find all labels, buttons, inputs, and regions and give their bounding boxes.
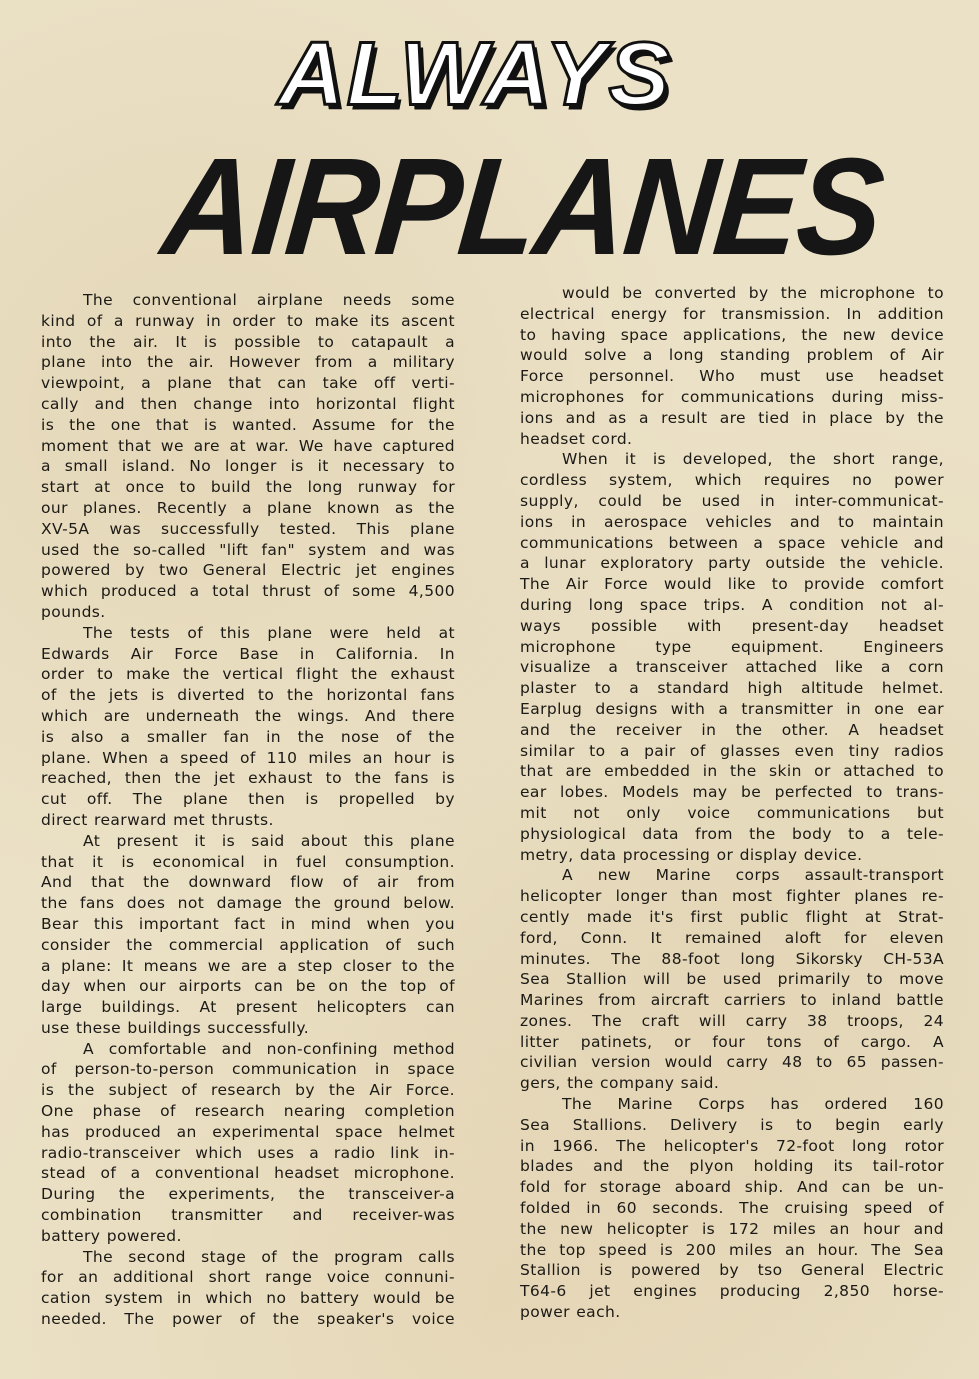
text-line: plaster to a standard high altitude helmet. bbox=[520, 679, 944, 698]
text-line: ways possible with present-day headset bbox=[520, 616, 944, 635]
text-line: plane. When a speed of 110 miles an hour is bbox=[41, 748, 455, 767]
text-line: Stallion is powered by tso General Electric bbox=[520, 1261, 944, 1280]
text-line: ions in aerospace vehicles and to maintain bbox=[520, 512, 944, 531]
text-line: One phase of research nearing completion bbox=[41, 1102, 455, 1121]
paragraph bbox=[41, 1247, 455, 1330]
text-line: is also a smaller fan in the nose of the bbox=[41, 727, 455, 746]
text-line: ear lobes. Models may be perfected to trans- bbox=[520, 783, 944, 802]
right-column bbox=[520, 283, 944, 1323]
text-line: ions and as a result are tied in place by the bbox=[520, 408, 944, 427]
left-column bbox=[41, 290, 455, 1330]
text-line: XV-5A was successfully tested. This plane bbox=[41, 519, 455, 538]
text-line: fold for storage aboard ship. And can be un- bbox=[520, 1178, 944, 1197]
text-line: headset cord. bbox=[520, 429, 633, 448]
text-line: of person-to-person communication in space bbox=[41, 1060, 455, 1079]
text-line: Force personnel. Who must use headset bbox=[520, 367, 944, 386]
text-line: Bear this important fact in mind when you bbox=[41, 914, 455, 933]
text-line: stead of a conventional headset microphone. bbox=[41, 1164, 455, 1183]
text-line: pounds. bbox=[41, 602, 106, 621]
paragraph bbox=[520, 449, 944, 865]
text-line: power each. bbox=[520, 1303, 621, 1322]
text-line: reached, then the jet exhaust to the fans is bbox=[41, 769, 455, 788]
text-line: combination transmitter and receiver-was bbox=[41, 1206, 455, 1225]
text-line: is the subject of research by the Air Force. bbox=[41, 1081, 455, 1100]
text-line: our planes. Recently a plane known as the bbox=[41, 498, 455, 517]
paragraph bbox=[41, 831, 455, 1039]
text-line: is the one that is wanted. Assume for the bbox=[41, 415, 455, 434]
text-line: battery powered. bbox=[41, 1226, 182, 1245]
text-line: Sea Stallions. Delivery is to begin early bbox=[520, 1115, 944, 1134]
text-line: day when our airports can be on the top of bbox=[41, 977, 455, 996]
paragraph bbox=[520, 283, 944, 449]
text-line: to having space applications, the new device bbox=[520, 325, 944, 344]
text-line: moment that we are at war. We have captured bbox=[41, 436, 455, 455]
text-line: Marines from aircraft carriers to inland battle bbox=[520, 991, 944, 1010]
text-line: microphone type equipment. Engineers bbox=[520, 637, 944, 656]
text-line: start at once to build the long runway for bbox=[41, 478, 455, 497]
text-line: Sea Stallion will be used primarily to move bbox=[520, 970, 944, 989]
title-airplanes: AIRPLANES bbox=[156, 130, 889, 284]
text-line: litter patinets, or four tons of cargo. A bbox=[520, 1032, 944, 1051]
text-line: needed. The power of the speaker's voice bbox=[41, 1310, 455, 1329]
text-line: the top speed is 200 miles an hour. The Sea bbox=[520, 1240, 944, 1259]
paragraph bbox=[41, 290, 455, 623]
text-line: has produced an experimental space helmet bbox=[41, 1122, 455, 1141]
text-line: civilian version would carry 48 to 65 passen- bbox=[520, 1053, 944, 1072]
text-line: powered by two General Electric jet engines bbox=[41, 561, 455, 580]
text-line: zones. The craft will carry 38 troops, 24 bbox=[520, 1011, 944, 1030]
text-line: that are embedded in the skin or attached to bbox=[520, 762, 944, 781]
text-line: similar to a pair of glasses even tiny radios bbox=[520, 741, 944, 760]
paragraph bbox=[41, 1039, 455, 1247]
text-line: would solve a long standing problem of Air bbox=[520, 346, 944, 365]
text-line: during long space trips. A condition not al- bbox=[520, 595, 944, 614]
text-line: large buildings. At present helicopters can bbox=[41, 998, 455, 1017]
text-line: cently made it's first public flight at Strat- bbox=[520, 907, 944, 926]
text-line: minutes. The 88-foot long Sikorsky CH-53A bbox=[520, 949, 944, 968]
text-line: cation system in which no battery would be bbox=[41, 1289, 455, 1308]
text-line: The conventional airplane needs some bbox=[83, 291, 455, 309]
text-line: a small island. No longer is it necessary to bbox=[41, 457, 455, 476]
text-line: kind of a runway in order to make its ascent bbox=[41, 311, 455, 330]
text-line: A comfortable and non-confining method bbox=[83, 1039, 455, 1058]
text-line: order to make the vertical flight the exhaust bbox=[41, 665, 455, 684]
text-line: Earplug designs with a transmitter in one ear bbox=[520, 699, 944, 718]
text-line: plane into the air. However from a military bbox=[41, 353, 455, 372]
text-line: The Marine Corps has ordered 160 bbox=[562, 1095, 944, 1114]
text-line: a plane: It means we are a step closer to the bbox=[41, 956, 455, 975]
text-line: viewpoint, a plane that can take off verti- bbox=[41, 374, 455, 393]
paragraph bbox=[520, 865, 944, 1094]
text-line: physiological data from the body to a tele- bbox=[520, 824, 944, 843]
text-line: helicopter longer than most fighter planes re- bbox=[520, 887, 944, 906]
text-line: metry, data processing or display device. bbox=[520, 845, 863, 864]
text-line: for an additional short range voice connuni- bbox=[41, 1268, 455, 1287]
text-line: which produced a total thrust of some 4,500 bbox=[41, 582, 455, 601]
text-line: ford, Conn. It remained aloft for eleven bbox=[520, 928, 944, 947]
text-line: used the so-called "lift fan" system and was bbox=[41, 540, 455, 559]
text-line: direct rearward met thrusts. bbox=[41, 810, 274, 829]
text-line: A new Marine corps assault-transport bbox=[562, 866, 944, 885]
text-line: radio-transceiver which uses a radio link in- bbox=[41, 1143, 455, 1162]
text-line: microphones for communications during miss- bbox=[520, 387, 944, 406]
text-line: would be converted by the microphone to bbox=[562, 284, 944, 302]
text-line: the fans does not damage the ground below. bbox=[41, 894, 455, 913]
text-line: cut off. The plane then is propelled by bbox=[41, 790, 455, 809]
text-line: During the experiments, the transceiver-a bbox=[41, 1185, 455, 1204]
text-line: folded in 60 seconds. The cruising speed of bbox=[520, 1199, 944, 1218]
text-line: of the jets is diverted to the horizontal fans bbox=[41, 686, 455, 705]
text-line: cally and then change into horizontal flight bbox=[41, 394, 455, 413]
title-always: ALWAYS bbox=[278, 24, 672, 124]
text-line: visualize a transceiver attached like a corn bbox=[520, 658, 944, 677]
text-line: and the receiver in the other. A headset bbox=[520, 720, 944, 739]
text-line: When it is developed, the short range, bbox=[562, 450, 944, 469]
text-line: gers, the company said. bbox=[520, 1074, 720, 1093]
text-line: the new helicopter is 172 miles an hour and bbox=[520, 1219, 944, 1238]
text-line: The tests of this plane were held at bbox=[83, 623, 455, 642]
text-line: mit not only voice communications but bbox=[520, 803, 944, 822]
paragraph bbox=[520, 1094, 944, 1323]
text-line: cordless system, which requires no power bbox=[520, 471, 944, 490]
paragraph bbox=[41, 623, 455, 831]
text-line: in 1966. The helicopter's 72-foot long rotor bbox=[520, 1136, 944, 1155]
text-line: The second stage of the program calls bbox=[83, 1247, 455, 1266]
text-line: Edwards Air Force Base in California. In bbox=[41, 644, 455, 663]
text-line: electrical energy for transmission. In addition bbox=[520, 304, 944, 323]
text-line: into the air. It is possible to catapault a bbox=[41, 332, 455, 351]
text-line: that it is economical in fuel consumption. bbox=[41, 852, 455, 871]
text-line: which are underneath the wings. And there bbox=[41, 706, 455, 725]
text-line: supply, could be used in inter-communicat- bbox=[520, 491, 944, 510]
text-line: And that the downward flow of air from bbox=[41, 873, 455, 892]
text-line: blades and the plyon holding its tail-rotor bbox=[520, 1157, 944, 1176]
text-line: consider the commercial application of such bbox=[41, 935, 455, 954]
text-line: The Air Force would like to provide comfort bbox=[520, 575, 944, 594]
text-line: At present it is said about this plane bbox=[83, 831, 455, 850]
text-line: use these buildings successfully. bbox=[41, 1018, 310, 1037]
text-line: T64-6 jet engines producing 2,850 horse- bbox=[520, 1282, 944, 1301]
text-line: a lunar exploratory party outside the vehicle. bbox=[520, 554, 944, 573]
text-line: communications between a space vehicle and bbox=[520, 533, 944, 552]
